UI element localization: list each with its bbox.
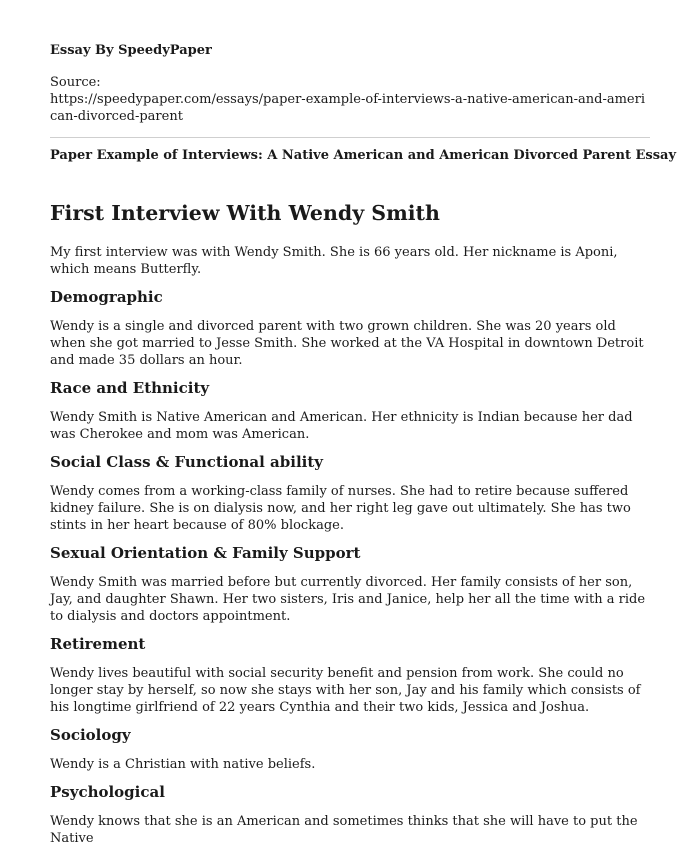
essay-content [50,199,650,857]
source-label: Source: [50,75,101,90]
essay-title: Paper Example of Interviews: A Native American and American Divorced Parent Essay [50,148,676,163]
essay-source-title: Essay By SpeedyPaper [50,43,212,58]
section-text-demographic: Wendy is a single and divorced parent with two grown children. She was 20 years old when she got married to Jesse Smith. She worked at the VA Hospital in downtown Detroit and made 35 dollars an hour. [50,319,644,368]
section-heading-social-class: Social Class & Functional ability [50,453,323,471]
divider [50,137,650,138]
section-text-retirement: Wendy lives beautiful with social security benefit and pension from work. She could no longer stay by herself, so now she stays with her son, Jay and his family which consists of his longtime girlfriend of 22 years Cynthia and their two kids, Jessica and Joshua. [50,666,641,715]
main-heading: First Interview With Wendy Smith [50,201,440,225]
section-heading-psychological: Psychological [50,783,165,801]
intro-paragraph: My first interview was with Wendy Smith. She is 66 years old. Her nickname is Aponi, which means Butterfly. [50,245,618,277]
section-heading-sociology: Sociology [50,726,131,744]
section-text-sexual-orientation: Wendy Smith was married before but currently divorced. Her family consists of her son, Jay, and daughter Shawn. Her two sisters, Iris and Janice, help her all the time with a ride to dialysis and doctors appointment. [50,575,646,624]
source-block [50,74,650,125]
section-text-psychological: Wendy knows that she is an American and sometimes thinks that she will have to put the Native [50,814,638,846]
section-heading-sexual-orientation: Sexual Orientation & Family Support [50,544,361,562]
section-text-social-class: Wendy comes from a working-class family of nurses. She had to retire because suffered kidney failure. She is on dialysis now, and her right leg gave out ultimately. She has two stints in her heart because of 80% blockage. [50,484,631,533]
section-heading-demographic: Demographic [50,288,163,306]
section-heading-retirement: Retirement [50,635,146,653]
section-heading-race-ethnicity: Race and Ethnicity [50,379,210,397]
section-text-sociology: Wendy is a Christian with native beliefs. [50,757,316,772]
section-text-race-ethnicity: Wendy Smith is Native American and American. Her ethnicity is Indian because her dad was Cherokee and mom was American. [50,410,633,442]
source-url: https://speedypaper.com/essays/paper-example-of-interviews-a-native-american-and-american-divorced-parent [50,92,645,124]
